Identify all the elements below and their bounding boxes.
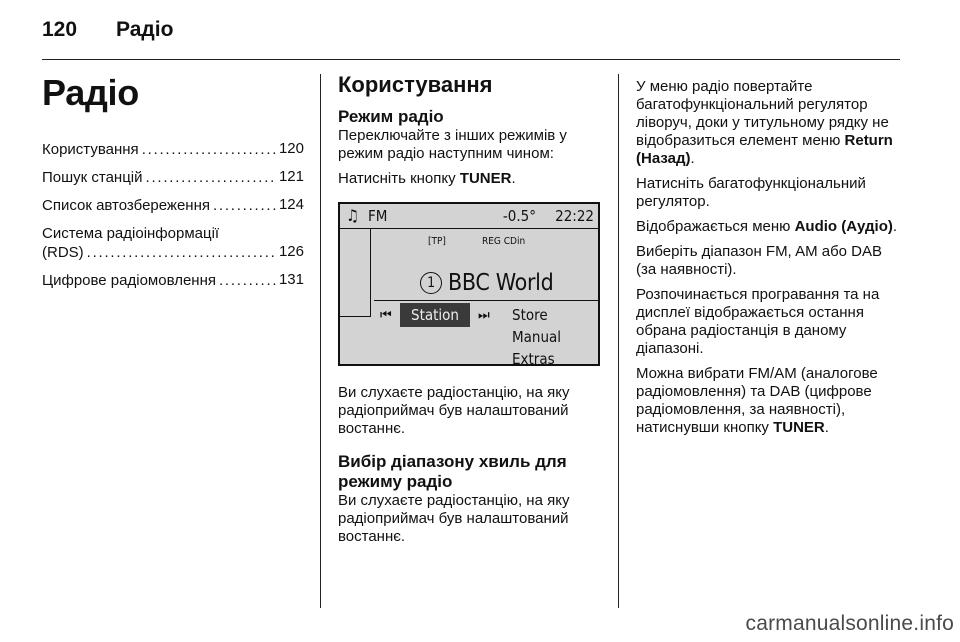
middle-column [338, 72, 600, 553]
menu-item-store: Store [512, 306, 548, 324]
paragraph: Виберіть діапазон FM, AM або DAB (за наявності). [636, 243, 883, 278]
paragraph: Ви слухаєте радіостанцію, на яку радіоприймач був налаштований востаннє. [338, 384, 570, 437]
clock-readout: 22:22 [555, 207, 594, 225]
toc-column [42, 72, 304, 299]
paragraph: Можна вибрати FM/AM (аналогове радіомовлення) та DAB (цифрове радіомовлення, за наявності), натиснувши кнопку TUNER. [636, 365, 878, 436]
station-name: BBC World [448, 270, 554, 296]
toc-item[interactable]: Система радіоінформації (RDS) . . . 126 [42, 224, 304, 268]
skip-next-icon: ⏭ [478, 308, 490, 323]
right-column [636, 78, 902, 444]
toc-item[interactable]: Список автозбереження . . . 124 [42, 196, 304, 221]
station-button: Station [400, 303, 470, 327]
paragraph: Переключайте з інших режимів у режим радіо наступним чином: [338, 127, 567, 162]
menu-item-extras: Extras [512, 350, 555, 368]
paragraph: У меню радіо повертайте багатофункціональний регулятор ліворуч, доки у титульному рядку не відобразиться елемент меню Return (Назад). [636, 78, 893, 167]
chapter-title: Радіо [42, 72, 139, 113]
column-divider-1 [320, 74, 321, 608]
display-divider [374, 300, 598, 301]
paragraph: Натисніть кнопку TUNER. [338, 170, 516, 187]
page-header [42, 18, 173, 48]
section-heading: Користування [338, 72, 493, 97]
band-label: FM [368, 207, 388, 225]
radio-display-illustration [338, 202, 600, 366]
paragraph: Ви слухаєте радіостанцію, на яку радіоприймач був налаштований востаннє. [338, 492, 570, 545]
station-display [420, 270, 553, 296]
subheading-radio-mode: Режим радіо [338, 107, 444, 126]
temperature-readout: -0.5° [502, 207, 536, 225]
toc-item[interactable]: Цифрове радіомовлення . . . 131 [42, 271, 304, 296]
tp-indicator: [TP] [428, 236, 446, 247]
paragraph: Розпочинається програвання та на дисплеї відображається остання обрана радіостанція в даному діапазоні. [636, 286, 880, 357]
preset-number: 1 [420, 272, 442, 294]
header-divider [42, 59, 900, 60]
menu-item-manual: Manual [512, 328, 562, 346]
running-section-title: Радіо [116, 18, 174, 41]
page-number: 120 [42, 18, 78, 41]
column-divider-2 [618, 74, 619, 608]
toc-item[interactable]: Користування . . . 120 [42, 140, 304, 165]
paragraph: Натисніть багатофункціональний регулятор. [636, 175, 866, 210]
reg-indicator: REG CDin [482, 236, 526, 247]
subheading-band-select: Вибір діапазону хвиль для режиму радіо [338, 452, 567, 491]
display-side-panel [340, 228, 371, 317]
toc-item[interactable]: Пошук станцій . . . 121 [42, 168, 304, 193]
watermark: carmanualsonline.info [745, 612, 954, 635]
skip-previous-icon: ⏮ [380, 308, 392, 323]
paragraph: Відображається меню Audio (Аудіо). [636, 218, 898, 235]
music-note-icon: ♫ [346, 206, 359, 225]
